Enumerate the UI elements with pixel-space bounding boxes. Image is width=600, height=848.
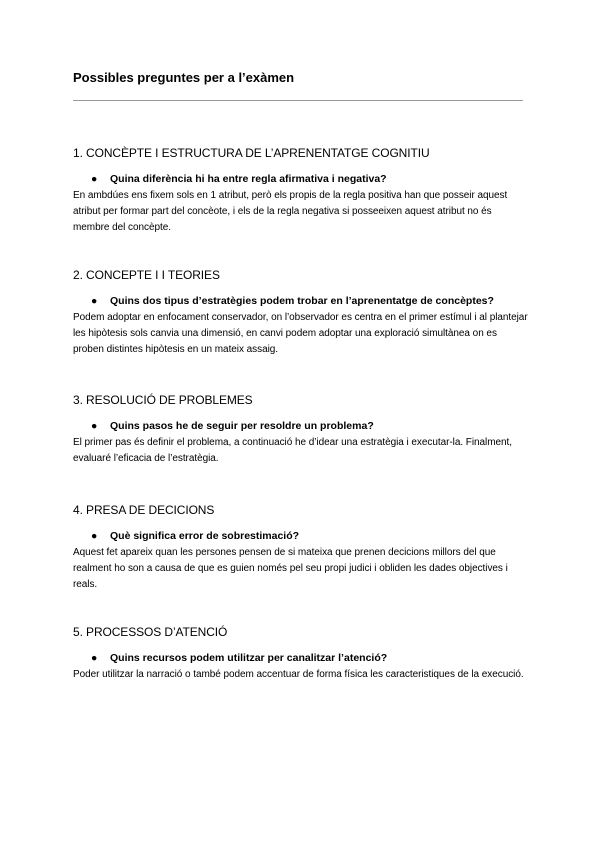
bullet-icon: ● [91, 652, 98, 664]
section-heading: 2. CONCEPTE I I TEORIES [73, 268, 220, 282]
section-question [73, 295, 528, 308]
section-heading: 1. CONCÈPTE I ESTRUCTURA DE L’APRENENTATGE COGNITIU [73, 146, 430, 160]
section-4 [73, 503, 528, 593]
section-heading: 4. PRESA DE DECICIONS [73, 503, 215, 517]
section-question [73, 652, 528, 665]
question-text: Quins pasos he de seguir per resoldre un problema? [110, 420, 374, 432]
section-answer: Aquest fet apareix quan les persones pensen de si mateixa que prenen decicions millors del que realment ho son a causa de que es guien només pel seu propi judici i obliden les dades objectives i reals. [73, 547, 508, 590]
section-2 [73, 268, 528, 358]
bullet-icon: ● [91, 420, 98, 432]
bullet-icon: ● [91, 173, 98, 185]
question-text: Quins recursos podem utilitzar per canalitzar l’atenció? [110, 652, 388, 664]
section-5 [73, 625, 528, 683]
section-3 [73, 393, 528, 467]
bullet-icon: ● [91, 530, 98, 542]
section-answer: El primer pas és definir el problema, a continuació he d’idear una estratègia i executar-la. Finalment, evaluaré l’eficacia de l’estratègia. [73, 437, 512, 464]
section-heading: 5. PROCESSOS D’ATENCIÓ [73, 625, 228, 639]
section-question [73, 173, 528, 186]
question-text: Quins dos tipus d’estratègies podem trobar en l’aprenentatge de concèptes? [110, 295, 494, 307]
section-answer: En ambdúes ens fixem sols en 1 atribut, però els propis de la regla positiva han que posseir aquest atribut per formar part del concèote, i els de la regla negativa si posseeixen aquest atribut no és membre del concèpte. [73, 190, 508, 233]
section-heading: 3. RESOLUCIÓ DE PROBLEMES [73, 393, 253, 407]
section-answer: Podem adoptar en enfocament conservador, on l’observador es centra en el primer estímul i al plantejar les hipòtesis sols canvia una dimensió, en canvi podem adoptar una exploració simultànea on es proben distintes hipòtesis en un mateix assaig. [73, 312, 528, 355]
title-divider [73, 100, 523, 101]
question-text: Quina diferència hi ha entre regla afirmativa i negativa? [110, 173, 387, 185]
section-answer: Poder utilitzar la narració o també podem accentuar de forma física les caracteristiques de la execució. [73, 669, 524, 680]
bullet-icon: ● [91, 295, 98, 307]
document-title: Possibles preguntes per a l’exàmen [73, 70, 295, 85]
question-text: Què significa error de sobrestimació? [110, 530, 300, 542]
section-question [73, 420, 528, 433]
section-question [73, 530, 528, 543]
section-1 [73, 146, 528, 236]
